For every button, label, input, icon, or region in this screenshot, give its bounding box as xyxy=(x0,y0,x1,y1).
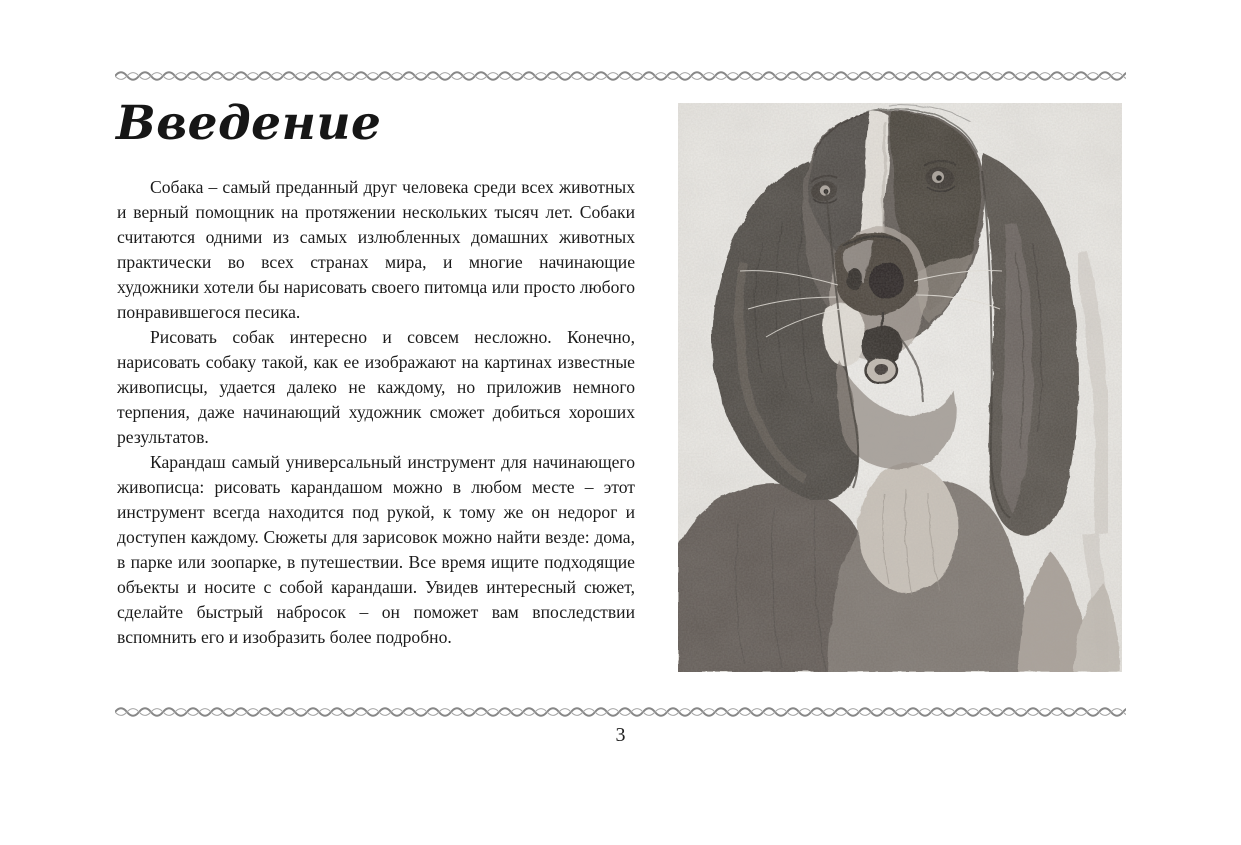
wavy-border-bottom xyxy=(115,704,1126,720)
page-title: Введение xyxy=(116,96,382,151)
text-column xyxy=(117,175,635,650)
paragraph-2: Рисовать собак интересно и совсем несложно. Конечно, нарисовать собаку такой, как ее изображают на картинах известные живописцы, удается далеко не каждому, но приложив немного терпения, даже начинающий художник сможет добиться хороших результатов. xyxy=(117,327,635,447)
paragraph-1: Собака – самый преданный друг человека среди всех животных и верный помощник на протяжении нескольких тысяч лет. Собаки считаются одними из самых излюбленных домашних животных практически во всех странах мира, и многие начинающие художники хотели бы нарисовать своего питомца или просто любого понравившегося песика. xyxy=(117,177,635,322)
paragraph-3: Карандаш самый универсальный инструмент для начинающего живописца: рисовать карандашом можно в любом месте – этот инструмент всегда находится под рукой, к тому же он недорог и доступен каждому. Сюжеты для зарисовок можно найти везде: дома, в парке или зоопарке, в путешествии. Все время ищите подходящие объекты и носите с собой карандаши. Увидев интересный сюжет, сделайте быстрый набросок – он поможет вам впоследствии вспомнить его и изобразить более подробно. xyxy=(117,452,635,647)
basset-hound-illustration xyxy=(678,103,1122,672)
wavy-border-top xyxy=(115,68,1126,84)
page-number: 3 xyxy=(615,724,626,746)
